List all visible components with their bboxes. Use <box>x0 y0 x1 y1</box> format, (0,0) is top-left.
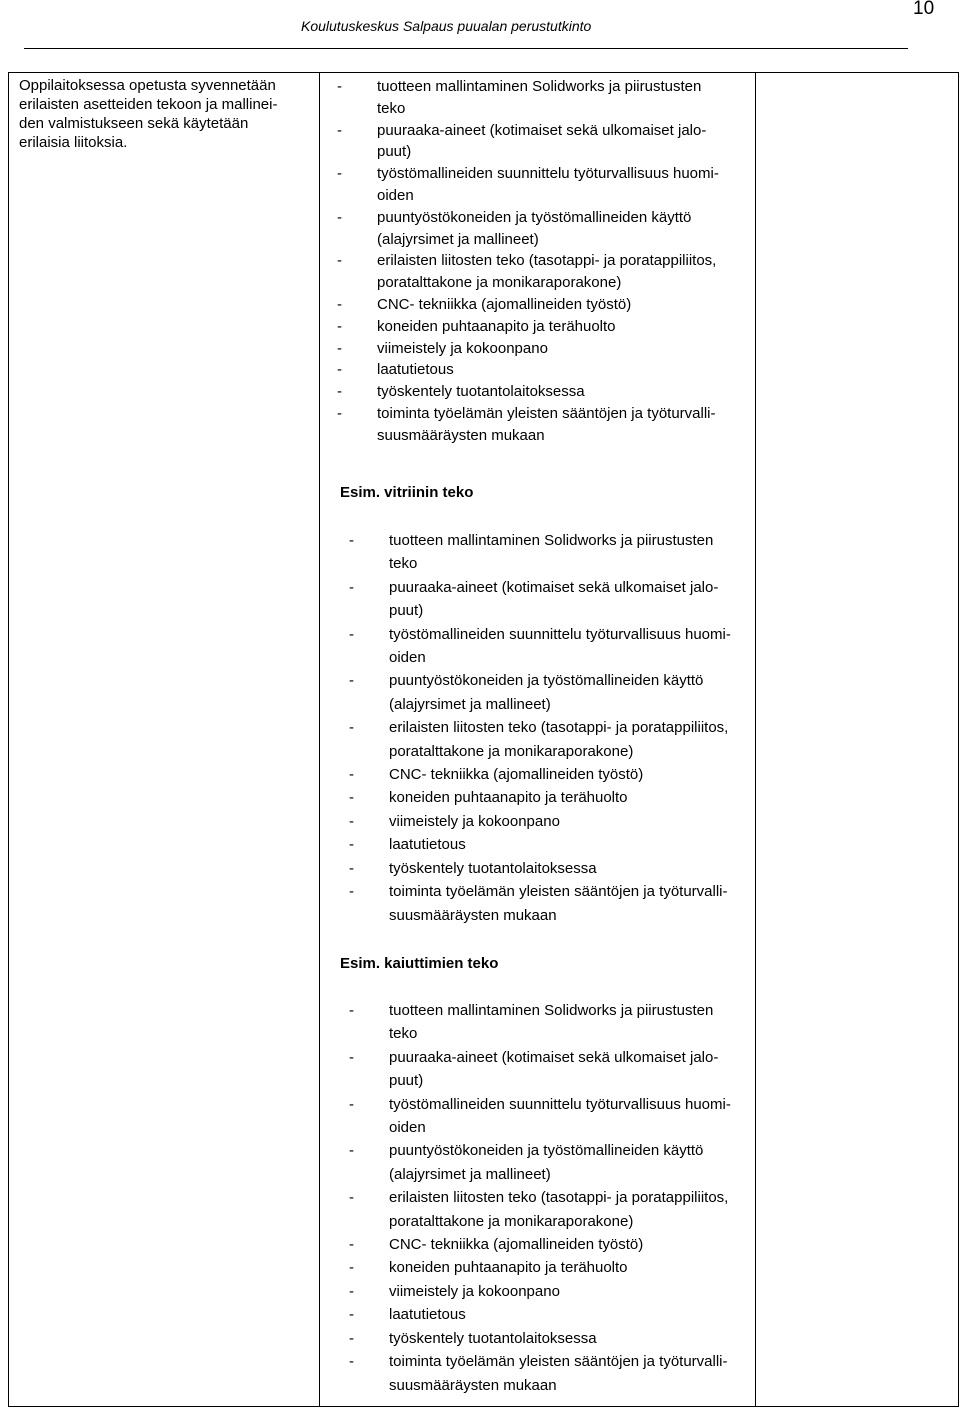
list-dash: - <box>349 1142 354 1160</box>
list-item <box>337 163 719 207</box>
section-heading-kaiutin: Esim. kaiuttimien teko <box>340 955 499 972</box>
list-dash: - <box>349 672 354 690</box>
list-item-line: oiden <box>389 1119 426 1137</box>
list-item <box>337 403 719 447</box>
list-item <box>349 716 731 763</box>
list-item-line: koneiden puhtaanapito ja terähuolto <box>389 789 628 807</box>
list-item-line: puuntyöstökoneiden ja työstömallineiden käyttö <box>377 208 692 226</box>
list-item-line: tuotteen mallintaminen Solidworks ja piirustusten <box>377 78 702 95</box>
list-item-line: teko <box>377 99 406 117</box>
list-dash: - <box>337 165 342 183</box>
list-dash: - <box>349 1259 354 1277</box>
list-dash: - <box>337 361 342 379</box>
list-dash: - <box>337 404 342 422</box>
list-item-line: teko <box>389 555 418 573</box>
list-item <box>349 880 731 927</box>
list-dash: - <box>349 1306 354 1324</box>
list-item <box>349 1280 731 1303</box>
list-item-line: CNC- tekniikka (ajomallineiden työstö) <box>377 295 632 313</box>
list-item-line: puut) <box>389 602 424 620</box>
objectives-cell <box>19 76 319 152</box>
list-dash: - <box>337 78 342 95</box>
list-item-line: puuntyöstökoneiden ja työstömallineiden käyttö <box>389 672 704 690</box>
list-item-line: suusmääräysten mukaan <box>377 426 545 444</box>
list-item <box>337 207 719 251</box>
list-item <box>349 1139 731 1186</box>
list-item <box>349 1327 731 1350</box>
list-item-line: puuraaka-aineet (kotimaiset sekä ulkomaiset jalo- <box>389 1048 719 1066</box>
list-item <box>349 1093 731 1140</box>
list-item <box>349 786 731 809</box>
list-dash: - <box>349 578 354 596</box>
list-item-line: työstömallineiden suunnittelu työturvallisuus huomi- <box>389 1095 731 1113</box>
list-item <box>337 120 719 164</box>
column-divider-1 <box>319 73 320 1406</box>
list-dash: - <box>349 532 354 549</box>
list-item <box>337 338 719 360</box>
list-item-line: laatutietous <box>389 836 466 854</box>
list-item-line: laatutietous <box>377 361 454 379</box>
list-dash: - <box>337 295 342 313</box>
content-list-kaiutin <box>349 999 731 1397</box>
list-item-line: suusmääräysten mukaan <box>389 906 557 924</box>
list-dash: - <box>349 812 354 830</box>
list-item <box>337 250 719 294</box>
list-item-line: erilaisten liitosten teko (tasotappi- ja poratappiliitos, <box>389 1189 729 1207</box>
list-item-line: työskentely tuotantolaitoksessa <box>377 383 585 401</box>
content-table <box>8 72 959 1407</box>
list-dash: - <box>337 383 342 401</box>
page-number: 10 <box>913 0 935 19</box>
objectives-line: Oppilaitoksessa opetusta syvennetään <box>19 77 276 94</box>
list-dash: - <box>349 1095 354 1113</box>
list-item <box>337 381 719 403</box>
list-dash: - <box>349 1189 354 1207</box>
list-dash: - <box>349 1236 354 1254</box>
content-list-general <box>337 76 719 447</box>
list-item-line: puuraaka-aineet (kotimaiset sekä ulkomaiset jalo- <box>377 121 707 139</box>
list-dash: - <box>337 208 342 226</box>
objectives-line: erilaisten asetteiden tekoon ja mallinei- <box>19 96 278 113</box>
list-item-line: viimeistely ja kokoonpano <box>389 812 560 830</box>
list-item <box>349 999 731 1046</box>
list-dash: - <box>349 766 354 784</box>
list-item-line: tuotteen mallintaminen Solidworks ja piirustusten <box>389 1002 714 1019</box>
list-item-line: puuntyöstökoneiden ja työstömallineiden käyttö <box>389 1142 704 1160</box>
list-item-line: koneiden puhtaanapito ja terähuolto <box>377 317 616 335</box>
list-item <box>349 1256 731 1279</box>
list-item-line: viimeistely ja kokoonpano <box>377 339 548 357</box>
list-item-line: työskentely tuotantolaitoksessa <box>389 1329 597 1347</box>
list-item <box>349 1046 731 1093</box>
list-item-line: teko <box>389 1025 418 1043</box>
list-item-line: suusmääräysten mukaan <box>389 1376 557 1394</box>
objectives-line: den valmistukseen sekä käytetään <box>19 115 249 132</box>
list-item-line: puuraaka-aineet (kotimaiset sekä ulkomaiset jalo- <box>389 578 719 596</box>
list-item <box>349 669 731 716</box>
column-divider-2 <box>755 73 756 1406</box>
list-item-line: poratalttakone ja monikaraporakone) <box>377 274 622 292</box>
list-item <box>337 76 719 120</box>
list-item <box>349 529 731 576</box>
list-item-line: CNC- tekniikka (ajomallineiden työstö) <box>389 1236 644 1254</box>
list-item-line: (alajyrsimet ja mallineet) <box>389 1165 551 1183</box>
list-item-line: CNC- tekniikka (ajomallineiden työstö) <box>389 766 644 784</box>
list-item-line: erilaisten liitosten teko (tasotappi- ja poratappiliitos, <box>377 252 717 270</box>
list-item-line: poratalttakone ja monikaraporakone) <box>389 742 634 760</box>
list-item <box>349 576 731 623</box>
section-heading-vitriini: Esim. vitriinin teko <box>340 484 474 501</box>
list-item <box>349 763 731 786</box>
list-item <box>349 810 731 833</box>
list-item-line: (alajyrsimet ja mallineet) <box>389 695 551 713</box>
header-title: Koulutuskeskus Salpaus puualan perustutkinto <box>301 18 592 34</box>
list-item <box>349 1233 731 1256</box>
list-item-line: työskentely tuotantolaitoksessa <box>389 859 597 877</box>
list-dash: - <box>349 883 354 901</box>
list-item-line: oiden <box>377 186 414 204</box>
list-item <box>349 1303 731 1326</box>
content-list-vitriini <box>349 529 731 927</box>
list-item <box>349 623 731 670</box>
list-item-line: toiminta työelämän yleisten sääntöjen ja työturvalli- <box>389 883 728 901</box>
list-item-line: toiminta työelämän yleisten sääntöjen ja työturvalli- <box>377 404 716 422</box>
list-item <box>337 294 719 316</box>
list-dash: - <box>337 121 342 139</box>
list-dash: - <box>349 625 354 643</box>
list-dash: - <box>349 1282 354 1300</box>
objectives-line: erilaisia liitoksia. <box>19 134 128 151</box>
list-dash: - <box>349 1048 354 1066</box>
list-item-line: koneiden puhtaanapito ja terähuolto <box>389 1259 628 1277</box>
list-item-line: (alajyrsimet ja mallineet) <box>377 230 539 248</box>
list-item-line: puut) <box>389 1072 424 1090</box>
list-item-line: erilaisten liitosten teko (tasotappi- ja poratappiliitos, <box>389 719 729 737</box>
list-item <box>337 316 719 338</box>
list-dash: - <box>337 252 342 270</box>
list-dash: - <box>349 836 354 854</box>
list-dash: - <box>337 317 342 335</box>
list-item-line: työstömallineiden suunnittelu työturvallisuus huomi- <box>377 165 719 183</box>
list-dash: - <box>349 1002 354 1019</box>
list-item <box>349 833 731 856</box>
list-dash: - <box>349 859 354 877</box>
list-dash: - <box>349 719 354 737</box>
list-item-line: työstömallineiden suunnittelu työturvallisuus huomi- <box>389 625 731 643</box>
list-dash: - <box>349 789 354 807</box>
list-dash: - <box>337 339 342 357</box>
list-item-line: laatutietous <box>389 1306 466 1324</box>
header-divider <box>24 48 908 49</box>
list-item-line: poratalttakone ja monikaraporakone) <box>389 1212 634 1230</box>
list-dash: - <box>349 1353 354 1371</box>
list-item <box>349 1186 731 1233</box>
list-dash: - <box>349 1329 354 1347</box>
list-item <box>349 1350 731 1397</box>
list-item-line: puut) <box>377 143 412 161</box>
list-item <box>349 857 731 880</box>
list-item-line: toiminta työelämän yleisten sääntöjen ja työturvalli- <box>389 1353 728 1371</box>
list-item-line: tuotteen mallintaminen Solidworks ja piirustusten <box>389 532 714 549</box>
list-item-line: viimeistely ja kokoonpano <box>389 1282 560 1300</box>
list-item <box>337 359 719 381</box>
list-item-line: oiden <box>389 649 426 667</box>
